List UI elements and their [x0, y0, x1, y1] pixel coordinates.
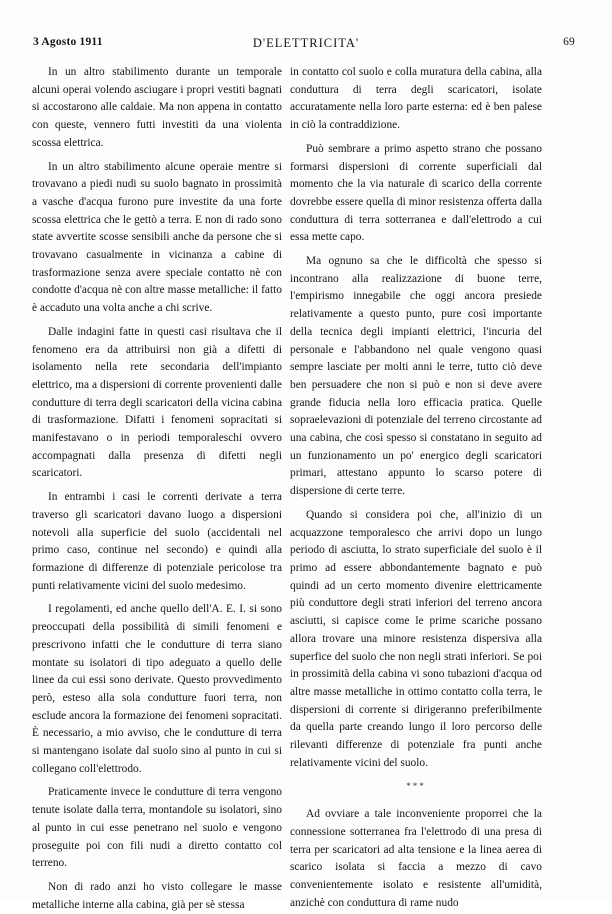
paragraph: Dalle indagini fatte in questi casi risultava che il fenomeno era da attribuirsi non già a difetti di isolamento nella rete secondaria dell'impianto elettrico, ma a dispersioni di corrente provenienti dalle condutture di terra degli scaricatori della vicina cabina di trasformazione. Difatti i fenomeni sopracitati si manifestavano o in periodi temporaleschi ovvero accompagnati dalla presenza di difetti negli scaricatori. — [32, 325, 282, 480]
paragraph: Ad ovviare a tale inconveniente proporrei che la connessione sotterranea fra l'elettrodo di una presa di terra per scaricatori ad alta tensione e la linea aerea di scarico isolata si faccia a mezzo di cavo convenientemente isolato e resistente all'umidità, anzichè con conduttura di rame nudo — [290, 808, 542, 909]
paragraph: In un altro stabilimento durante un temporale alcuni operai volendo asciugare i propri vestiti bagnati si accostarono alle caldaie. Ma non appena in contatto con queste, vennero futti investiti da una violenta scossa elettrica. — [32, 66, 282, 149]
header-date: 3 Agosto 1911 — [33, 36, 103, 48]
paragraph: Non di rado anzi ho visto collegare le masse metalliche interne alla cabina, già per sè stessa — [32, 880, 282, 911]
paragraph: In un altro stabilimento alcune operaie mentre si trovavano a piedi nudi su suolo bagnato in prossimità a vasche d'acqua furono pure investite da una forte scossa elettrica che le gettò a terra. E non di rado sono state avvertite scosse sensibili anche da persone che si trovavano casualmente in vicinanza a cabine di trasformazione senza avere speciale contatto nè con condotte d'acqua nè con altre masse metalliche: il fatto è accaduto una volta anche a chi scrive. — [32, 160, 282, 315]
running-title: D'ELETTRICITA' — [252, 36, 360, 50]
page-number: 69 — [563, 36, 575, 48]
paragraph: Può sembrare a primo aspetto strano che possano formarsi dispersioni di corrente superficiali dal momento che la via naturale di scarico della corrente dovrebbe essere quella di minor resistenza offerta dalla conduttura di terra sotterranea e dall'elettrodo a cui essa mette capo. — [290, 142, 542, 244]
paragraph: Quando si considera poi che, all'inizio di un acquazzone temporalesco che arrivi dopo un lungo periodo di asciutta, lo strato superficiale del suolo è il primo ad essere abbondantemente bagnato e può quindi ad un certo momento divenire elettricamente più conduttore degli strati inferiori del terreno ancora asciutti, si capisce come le prime scariche possano allora trovare una minore resistenza dispersiva alla superfice del suolo che non negli strati inferiori. Se poi in prossimità della cabina vi sono tubazioni d'acqua od altre masse metalliche in ottimo contatto colla terra, le dispersioni di corrente si dirigeranno preferibilmente da quella parte creando lungo il loro percorso delle rilevanti differenze di potenziale fra punti anche relativamente vicini del suolo. — [290, 508, 542, 769]
section-separator: *** — [406, 781, 426, 792]
left-column — [32, 64, 282, 911]
paragraph: Ma ognuno sa che le difficoltà che spesso si incontrano alla realizzazione di buone terre, l'empirismo innegabile che oggi ancora presiede relativamente a questo punto, pure così importante della tecnica degli impianti elettrici, l'incuria del personale e l'abbandono nel quale vengono quasi sempre lasciate per molti anni le terre, tutto ciò deve ben persuadere che non si può e non si deve avere grande fiducia nella loro efficacia pratica. Quelle sopraelevazioni di potenziale del terreno circostante ad una cabina, che così spesso si constatano in seguito ad un funzionamento un po' energico degli scaricatori primari, attestano appunto lo scarso potere di dispersione di certe terre. — [290, 255, 542, 498]
paragraph-continued: in contatto col suolo e colla muratura della cabina, alla conduttura di terra degli scaricatori, isolate accuratamente nella loro parte esterna: ed è ben palese in ciò la contraddizione. — [290, 66, 542, 132]
paragraph: Praticamente invece le condutture di terra vengono tenute isolate dalla terra, montandole su isolatori, sino al punto in cui esse penetrano nel suolo e vengono proseguite poi con fili nudi a diretto contatto col terreno. — [32, 786, 282, 870]
paragraph: I regolamenti, ed anche quello dell'A. E. I. si sono preoccupati della possibilità di simili fenomeni e prescrivono infatti che le condutture di terra siano montate su isolatori di tipo adeguato a quello delle linee da cui essi sono derivate. Questo provvedimento però, esteso alla sola condutture fuori terra, non esclude ancora la formazione dei fenomeni sopracitati. È necessario, a mio avviso, che le condutture di terra si mantengano isolate dal suolo sino al punto in cui si collegano coll'elettrodo. — [32, 603, 282, 775]
paragraph: In entrambi i casi le correnti derivate a terra traverso gli scaricatori davano luogo a dispersioni notevoli alla superficie del suolo (accidentali nel primo caso, continue nel secondo) e quindi alla formazione di differenze di potenziale pericolose tra punti relativamente vicini del suolo medesimo. — [32, 491, 282, 592]
right-column — [290, 64, 542, 909]
